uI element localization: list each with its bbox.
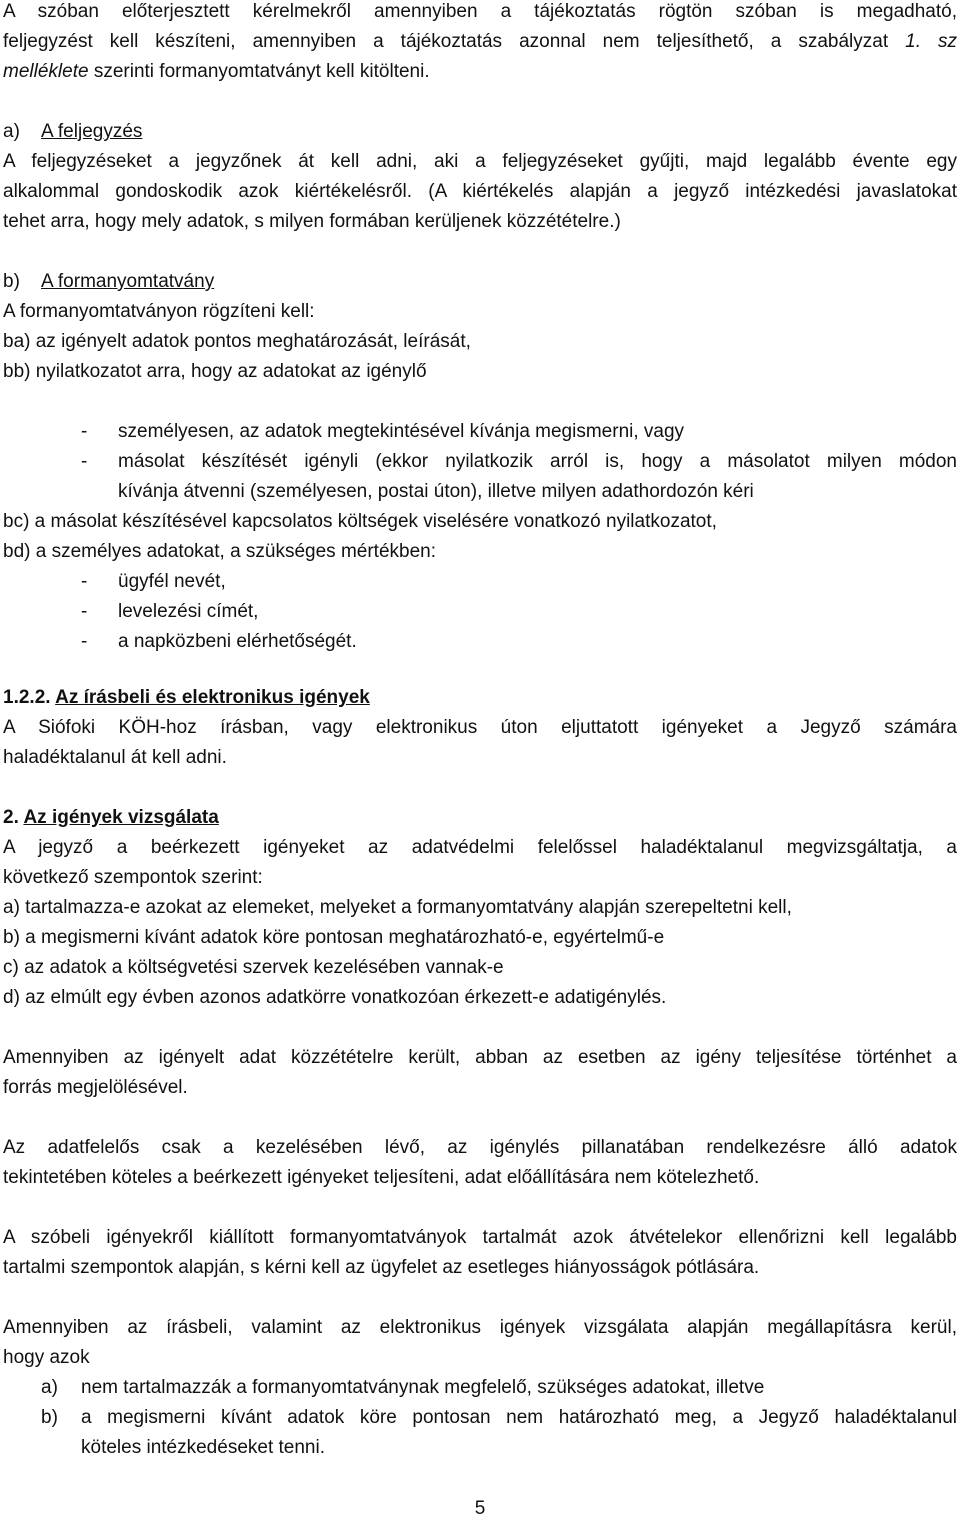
criteria-item: a) tartalmazza-e azokat az elemeket, melyeket a formanyomtatvány alapján szerepeltetni kell, <box>3 897 792 918</box>
item-text-line-2: köteles intézkedéseket tenni. <box>81 1437 325 1458</box>
section-2-line-1: A jegyző a beérkezett igényeket az adatvédelmi felelőssel haladéktalanul megvizsgáltatja, a <box>3 837 957 858</box>
section-title: Az igények vizsgálata <box>23 807 219 828</box>
final-line-1: Amennyiben az írásbeli, valamint az elektronikus igények vizsgálata alapján megállapításra kerül, <box>3 1317 957 1338</box>
section-a-line-3: tehet arra, hogy mely adatok, s milyen formában kerüljenek közzétételre.) <box>3 211 621 232</box>
section-1-2-2-line-2: haladéktalanul át kell adni. <box>3 747 227 768</box>
oral-line-2: tartalmi szempontok alapján, s kérni kell az ügyfelet az esetleges hiányosságok pótlására. <box>3 1257 760 1278</box>
bb-options <box>3 417 957 657</box>
section-b-title: A formanyomtatvány <box>41 271 215 292</box>
bb-option-2-cont <box>3 477 957 507</box>
section-a-title: A feljegyzés <box>41 121 143 142</box>
intro-line-1: A szóban előterjesztett kérelmekről amennyiben a tájékoztatás rögtön szóban is megadható, <box>3 1 957 22</box>
published-paragraph <box>3 1043 957 1103</box>
section-title: Az írásbeli és elektronikus igények <box>55 687 370 708</box>
dash-marker: - <box>81 421 88 442</box>
page-number: 5 <box>474 1498 486 1519</box>
item-text-line-1: a megismerni kívánt adatok köre pontosan nem határozható meg, a Jegyző haladéktalanul <box>81 1407 957 1428</box>
final-item-b <box>3 1403 957 1433</box>
final-paragraph <box>3 1313 957 1463</box>
intro-line-3-text: szerinti formanyomtatványt kell kitölteni. <box>88 61 430 82</box>
section-a-line-2: alkalommal gondoskodik azok kiértékelésről. (A kiértékelés alapján a jegyző intézkedési javaslatokat <box>3 181 957 202</box>
bd-item-text: a napközbeni elérhetőségét. <box>118 631 357 652</box>
intro-paragraph <box>3 0 957 87</box>
bb-option-1 <box>3 417 957 447</box>
officer-line-1: Az adatfelelős csak a kezelésében lévő, az igénylés pillanatában rendelkezésre álló adatok <box>3 1137 957 1158</box>
section-number: 2. <box>3 807 19 828</box>
section-b-marker: b) <box>3 271 20 292</box>
appendix-ref-cont: melléklete <box>3 61 89 82</box>
criteria-item: b) a megismerni kívánt adatok köre pontosan meghatározható-e, egyértelmű-e <box>3 927 665 948</box>
bd-item-text: ügyfél nevét, <box>118 571 226 592</box>
dash-marker: - <box>81 451 88 472</box>
section-a-line-1: A feljegyzéseket a jegyzőnek át kell adni, aki a feljegyzéseket gyűjti, majd legalább évente egy <box>3 151 957 172</box>
dash-marker: - <box>81 571 88 592</box>
intro-line-2-text: feljegyzést kell készíteni, amennyiben a tájékoztatás azonnal nem teljesíthető, a szabályzat <box>3 31 906 52</box>
final-line-2: hogy azok <box>3 1347 90 1368</box>
bd-item <box>3 627 957 657</box>
section-b-heading <box>3 267 957 297</box>
final-item-b-cont <box>3 1433 957 1463</box>
dash-marker: - <box>81 601 88 622</box>
item-text: nem tartalmazzák a formanyomtatványnak megfelelő, szükséges adatokat, illetve <box>81 1377 765 1398</box>
published-line-2: forrás megjelölésével. <box>3 1077 188 1098</box>
section-b-bd: bd) a személyes adatokat, a szükséges mértékben: <box>3 541 437 562</box>
section-a-marker: a) <box>3 121 20 142</box>
section-b-bb: bb) nyilatkozatot arra, hogy az adatokat az igénylő <box>3 361 427 382</box>
oral-paragraph <box>3 1223 957 1283</box>
bd-item <box>3 567 957 597</box>
officer-line-2: tekintetében köteles a beérkezett igényeket teljesíteni, adat előállítására nem kötelezhető. <box>3 1167 760 1188</box>
section-b-intro: A formanyomtatványon rögzíteni kell: <box>3 301 315 322</box>
bb-option-2-line-1: másolat készítését igényli (ekkor nyilatkozik arról is, hogy a másolatot milyen módon <box>118 451 957 472</box>
section-2-heading <box>3 803 957 833</box>
bb-option-2 <box>3 447 957 477</box>
section-1-2-2 <box>3 683 957 773</box>
section-b-ba: ba) az igényelt adatok pontos meghatározását, leírását, <box>3 331 471 352</box>
dash-marker: - <box>81 631 88 652</box>
officer-paragraph <box>3 1133 957 1193</box>
section-1-2-2-line-1: A Siófoki KÖH-hoz írásban, vagy elektronikus úton eljuttatott igényeket a Jegyző számára <box>3 717 957 738</box>
section-a-heading <box>3 117 957 147</box>
bd-item <box>3 597 957 627</box>
bd-item-text: levelezési címét, <box>118 601 259 622</box>
section-b-bc: bc) a másolat készítésével kapcsolatos költségek viselésére vonatkozó nyilatkozatot, <box>3 511 717 532</box>
final-item-a <box>3 1373 957 1403</box>
intro-line-3 <box>3 57 957 87</box>
section-b <box>3 267 957 387</box>
section-1-2-2-heading <box>3 683 957 713</box>
bb-option-1-text: személyesen, az adatok megtekintésével kívánja megismerni, vagy <box>118 421 685 442</box>
oral-line-1: A szóbeli igényekről kiállított formanyomtatványok tartalmát azok átvételekor ellenőrizni kell legalább <box>3 1227 957 1248</box>
intro-line-2 <box>3 27 957 57</box>
item-marker: b) <box>41 1407 58 1428</box>
item-marker: a) <box>41 1377 58 1398</box>
criteria-item: c) az adatok a költségvetési szervek kezelésében vannak-e <box>3 957 504 978</box>
section-2 <box>3 803 957 1013</box>
section-a <box>3 117 957 237</box>
section-number: 1.2.2. <box>3 687 51 708</box>
bb-option-2-line-2: kívánja átvenni (személyesen, postai úton), illetve milyen adathordozón kéri <box>118 481 754 502</box>
criteria-item: d) az elmúlt egy évben azonos adatkörre vonatkozóan érkezett-e adatigénylés. <box>3 987 667 1008</box>
appendix-ref: 1. sz <box>905 31 957 52</box>
section-2-line-2: következő szempontok szerint: <box>3 867 263 888</box>
published-line-1: Amennyiben az igényelt adat közzétételre került, abban az esetben az igény teljesítése történhet a <box>3 1047 957 1068</box>
